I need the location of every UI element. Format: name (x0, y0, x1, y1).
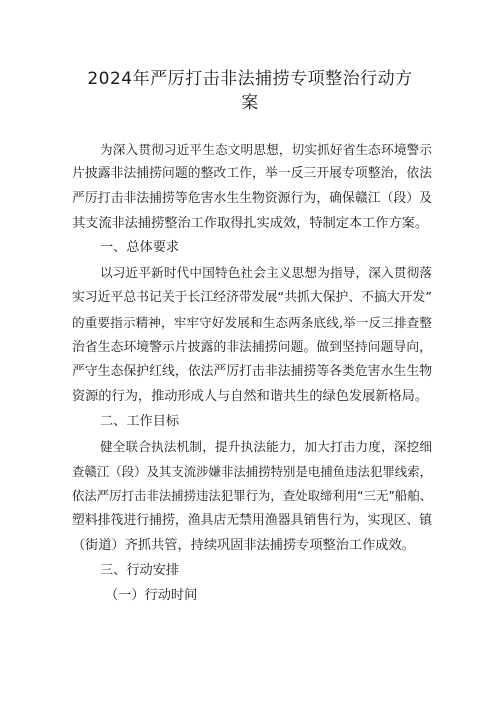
intro-line-1: 为深入贯彻习近平生态文明思想，切实抓好省生态环境警示 (100, 142, 432, 157)
document-title-line-2: 案 (241, 93, 259, 113)
section-1-line-4: 治省生态环境警示片披露的非法捕捞问题。做到坚持问题导向， (72, 340, 432, 355)
section-1-line-2: 实习近平总书记关于长江经济带发展“共抓大保护、不搞大开发” (72, 290, 432, 305)
section-2-line-5: （街道）齐抓共管，持续巩固非法捕捞专项整治工作成效。 (72, 538, 415, 553)
section-2-heading: 二、工作目标 (100, 414, 180, 429)
section-3-subheading-1: （一）行动时间 (105, 588, 198, 603)
intro-line-2: 片披露非法捕捞问题的整改工作，举一反三开展专项整治，依法 (72, 166, 432, 181)
section-2-line-4: 塑料排筏进行捕捞，渔具店无禁用渔器具销售行为，实现区、镇 (72, 513, 432, 528)
intro-line-3: 严厉打击非法捕捞等危害水生生物资源行为，确保赣江（段）及 (72, 191, 432, 206)
section-1-line-1: 以习近平新时代中国特色社会主义思想为指导，深入贯彻落 (100, 265, 432, 280)
intro-line-4: 其支流非法捕捞整治工作取得扎实成效，特制定本工作方案。 (72, 216, 429, 231)
section-1-line-3: 的重要指示精神，牢牢守好发展和生态两条底线,举一反三排查整 (72, 315, 432, 330)
section-2-line-1: 健全联合执法机制，提升执法能力，加大打击力度，深挖细 (100, 439, 432, 454)
document-title-line-1: 2024年严厉打击非法捕捞专项整治行动方 (87, 69, 413, 89)
section-1-heading: 一、总体要求 (100, 240, 180, 255)
section-3-heading: 三、行动安排 (100, 563, 180, 578)
section-1-line-5: 严守生态保护红线，依法严厉打击非法捕捞等各类危害水生生物 (72, 364, 432, 379)
section-1-line-6: 资源的行为，推动形成人与自然和谐共生的绿色发展新格局。 (72, 389, 429, 404)
section-2-line-3: 依法严厉打击非法捕捞违法犯罪行为，查处取缔利用“三无”船舶、 (72, 488, 432, 503)
section-2-line-2: 查赣江（段）及其支流涉嫌非法捕捞特别是电捕鱼违法犯罪线索， (72, 464, 432, 479)
